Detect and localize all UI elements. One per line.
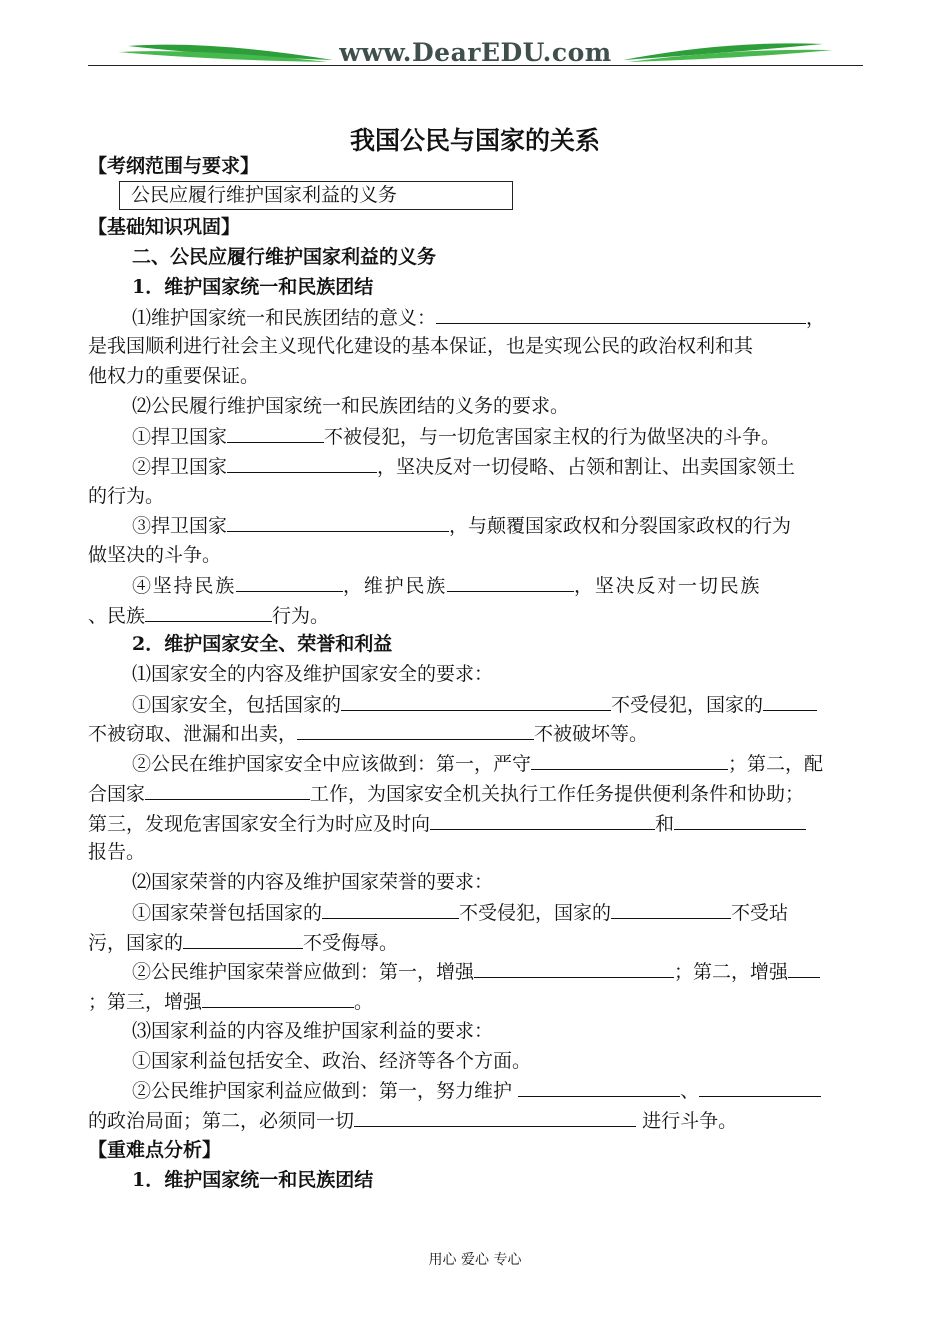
text-line: 做坚决的斗争。 <box>88 544 222 566</box>
fill-blank[interactable] <box>674 811 806 830</box>
text-line: ⑵公民履行维护国家统一和民族团结的义务的要求。 <box>132 395 570 417</box>
text-line: 第三，发现危害国家安全行为时应及时向 和 <box>88 811 806 836</box>
text-line: ⑵国家荣誉的内容及维护国家荣誉的要求： <box>132 871 494 893</box>
page-title: 我国公民与国家的关系 <box>349 126 600 155</box>
fill-blank[interactable] <box>611 900 731 919</box>
text-line: ⑶国家利益的内容及维护国家利益的要求： <box>132 1020 494 1042</box>
fill-blank[interactable] <box>788 959 820 978</box>
site-logo-text: www.DearEDU.com <box>339 38 612 67</box>
text-line: ；第三，增强 。 <box>88 991 374 1013</box>
fill-blank[interactable] <box>202 989 354 1008</box>
fill-blank[interactable] <box>297 721 534 740</box>
section-basics: 【基础知识巩固】 <box>88 216 241 238</box>
fill-blank[interactable] <box>531 751 728 770</box>
fill-blank[interactable] <box>145 781 310 800</box>
fill-blank[interactable] <box>763 692 817 711</box>
text-line: ②捍卫国家 ，坚决反对一切侵略、占领和割让、出卖国家领土 <box>132 456 796 478</box>
fill-blank[interactable] <box>183 930 303 949</box>
section-key-points: 【重难点分析】 <box>88 1139 222 1161</box>
text-line: ②公民维护国家荣誉应做到：第一，增强 ；第二，增强 <box>132 959 820 984</box>
page-footer: 用心 爱心 专心 <box>428 1252 522 1268</box>
fill-blank[interactable] <box>322 900 459 919</box>
text-line: ②公民维护国家利益应做到：第一，努力维护 、 <box>132 1078 821 1103</box>
fill-blank[interactable] <box>430 811 655 830</box>
fill-blank[interactable] <box>236 573 343 592</box>
subheading-unity: 1．维护国家统一和民族团结 <box>132 276 374 298</box>
text-line: ①国家荣誉包括国家的 不受侵犯，国家的 不受玷 <box>132 902 789 924</box>
fill-blank[interactable] <box>436 305 806 324</box>
fill-blank[interactable] <box>227 424 324 443</box>
fill-blank[interactable] <box>227 513 449 532</box>
subheading-security: 2．维护国家安全、荣誉和利益 <box>132 633 393 655</box>
text-line: ①捍卫国家 不被侵犯，与一切危害国家主权的行为做坚决的斗争。 <box>132 426 781 448</box>
text-line: ①国家利益包括安全、政治、经济等各个方面。 <box>132 1050 532 1072</box>
text-line: ④坚持民族 ，维护民族 ，坚决反对一切民族 <box>132 575 762 597</box>
text-line: 合国家 工作，为国家安全机关执行工作任务提供便利条件和协助； <box>88 783 805 805</box>
text-line: 报告。 <box>88 841 146 863</box>
text-line: 、民族 行为。 <box>88 605 330 627</box>
fill-blank[interactable] <box>474 959 674 978</box>
text-line: 的行为。 <box>88 485 165 507</box>
text-line: 污，国家的 不受侮辱。 <box>88 932 399 954</box>
fill-blank[interactable] <box>518 1078 680 1097</box>
text-line: 他权力的重要保证。 <box>88 365 260 387</box>
fill-blank[interactable] <box>447 573 574 592</box>
section-syllabus: 【考纲范围与要求】 <box>88 155 260 177</box>
fill-blank[interactable] <box>699 1078 821 1097</box>
text-line: ⑴维护国家统一和民族团结的意义： ， <box>132 307 826 329</box>
header-logo-bar <box>88 36 863 72</box>
text-line: ②公民在维护国家安全中应该做到：第一，严守 ；第二，配 <box>132 753 824 775</box>
fill-blank[interactable] <box>341 692 611 711</box>
text-line: 的政治局面；第二，必须同一切 进行斗争。 <box>88 1110 738 1132</box>
text-line: 是我国顺利进行社会主义现代化建设的基本保证，也是实现公民的政治权利和其 <box>88 335 754 357</box>
heading-duty: 二、公民应履行维护国家利益的义务 <box>132 246 437 268</box>
text-line: ①国家安全，包括国家的 不受侵犯，国家的 <box>132 692 817 717</box>
subheading-unity-analysis: 1．维护国家统一和民族团结 <box>132 1169 374 1191</box>
text-line: ③捍卫国家 ，与颠覆国家政权和分裂国家政权的行为 <box>132 515 792 537</box>
text-line: 不被窃取、泄漏和出卖， 不被破坏等。 <box>88 723 649 745</box>
fill-blank[interactable] <box>227 454 377 473</box>
fill-blank[interactable] <box>145 603 272 622</box>
text-line: ⑴国家安全的内容及维护国家安全的要求： <box>132 663 494 685</box>
header-rule <box>88 65 863 66</box>
fill-blank[interactable] <box>354 1108 636 1127</box>
syllabus-box: 公民应履行维护国家利益的义务 <box>119 181 513 210</box>
